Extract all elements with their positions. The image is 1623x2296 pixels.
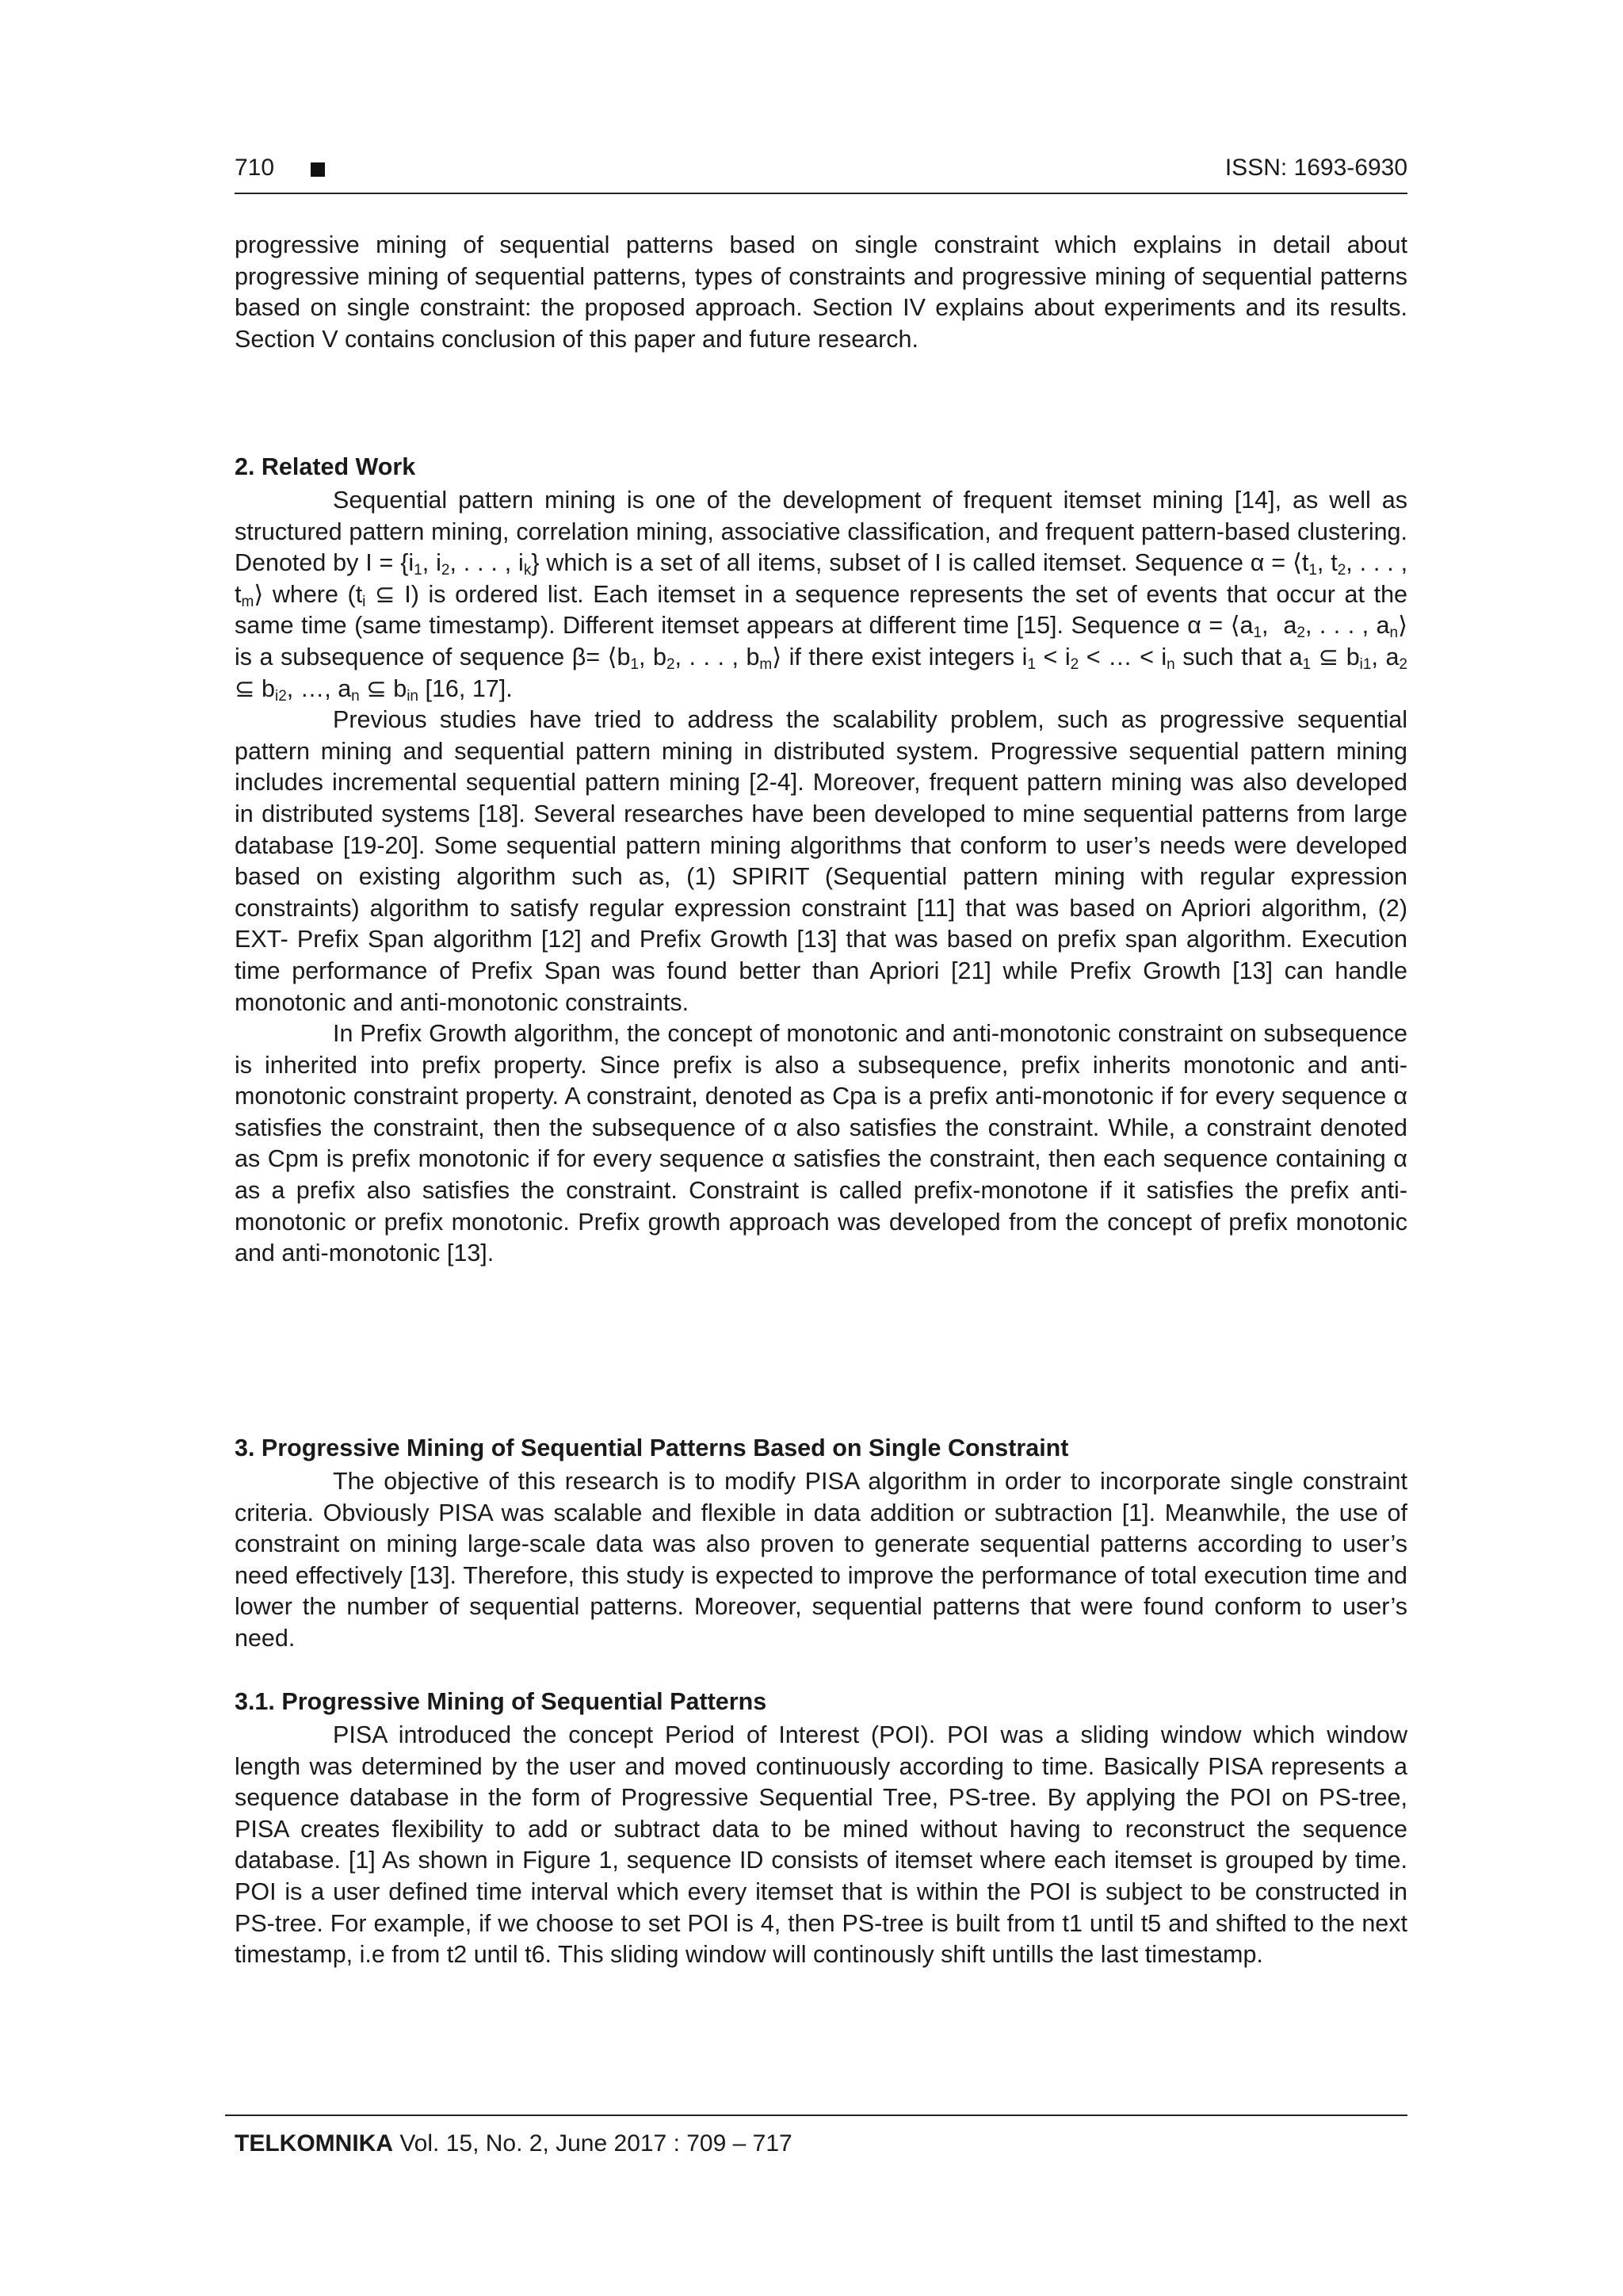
section-heading-progressive-mining: 3. Progressive Mining of Sequential Patterns Based on Single Constraint: [235, 1435, 1069, 1461]
footer-citation: [235, 2130, 792, 2157]
section3-1-body: [235, 1720, 1407, 1971]
square-bullet-icon: [311, 162, 325, 177]
intro-text: progressive mining of sequential patterns based on single constraint which explains in detail about progressive mining of sequential patterns, types of constraints and progressive mining of sequential patterns based on single constraint: the proposed approach. Section IV explains about experiments and its results. Section V contains conclusion of this paper and future research.: [235, 231, 1407, 353]
subsection-heading-3-1: 3.1. Progressive Mining of Sequential Patterns: [235, 1688, 767, 1715]
section-heading-related-work: 2. Related Work: [235, 453, 416, 480]
section2-paragraph-1: Sequential pattern mining is one of the development of frequent itemset mining [14], as well as structured pattern mining, correlation mining, associative classification, and frequent pattern-based clustering. Denoted by $I = \{i_1$, $i_2$, . . . , $i_k$} which is a set of all items, subset of I is called itemset. Sequence $\alpha = ⟨t_1$, $t_2$, . . . , $t_m⟩$ where ($t_i$ ⊆ I) is ordered list. Each itemset in a sequence represents the set of events that occur at the same time (same timestamp). Different itemset appears at different time [15]. Sequence $\alpha = ⟨a_1$, $a_2$, . . . , $a_n⟩$ is a subsequence of sequence $\beta= ⟨b_1$, $b_2$, . . . , $b_m⟩$ if there exist integers $i_1 < i_2$ < … < $i_n$ such that $a_1$ ⊆ $b_{i1}$, $a_2$ ⊆ $b_{i2}$, …, $a_n$ ⊆ $b_{in}$ [16, 17].: [235, 487, 1408, 705]
section2-paragraph-2: Previous studies have tried to address the scalability problem, such as progressive sequential pattern mining and sequential pattern mining in distributed system. Progressive sequential pattern mining includes incremental sequential pattern mining [2-4]. Moreover, frequent pattern mining was also developed in distributed systems [18]. Several researches have been developed to mine sequential patterns from large database [19-20]. Some sequential pattern mining algorithms that conform to user’s needs were developed based on existing algorithm such as, (1) SPIRIT (Sequential pattern mining with regular expression constraints) algorithm to satisfy regular expression constraint [11] that was based on Apriori algorithm, (2) EXT- Prefix Span algorithm [12] and Prefix Growth [13] that was based on prefix span algorithm. Execution time performance of Prefix Span was found better than Apriori [21] while Prefix Growth [13] can handle monotonic and anti-monotonic constraints.: [235, 706, 1407, 1016]
intro-paragraph: [235, 230, 1407, 355]
issn-label: ISSN: 1693-6930: [1224, 155, 1407, 181]
running-header: [235, 155, 1407, 194]
journal-name: TELKOMNIKA: [235, 2130, 393, 2157]
section3-1-paragraph-1: PISA introduced the concept Period of Interest (POI). POI was a sliding window which window length was determined by the user and moved continuously according to time. Basically PISA represents a sequence database in the form of Progressive Sequential Tree, PS-tree. By applying the POI on PS-tree, PISA creates flexibility to add or subtract data to be mined without having to reconstruct the sequence database. [1] As shown in Figure 1, sequence ID consists of itemset where each itemset is grouped by time. POI is a user defined time interval which every itemset that is within the POI is subject to be constructed in PS-tree. For example, if we choose to set POI is 4, then PS-tree is built from t1 until t5 and shifted to the next timestamp, i.e from t2 until t6. This sliding window will continously shift untills the last timestamp.: [235, 1721, 1407, 1969]
section2-paragraph-3: In Prefix Growth algorithm, the concept of monotonic and anti-monotonic constraint on subsequence is inherited into prefix property. Since prefix is also a subsequence, prefix inherits monotonic and anti-monotonic constraint property. A constraint, denoted as Cpa is a prefix anti-monotonic if for every sequence α satisfies the constraint, then the subsequence of α also satisfies the constraint. While, a constraint denoted as Cpm is prefix monotonic if for every sequence α satisfies the constraint, then each sequence containing α as a prefix also satisfies the constraint. Constraint is called prefix-monotone if it satisfies the prefix anti-monotonic or prefix monotonic. Prefix growth approach was developed from the concept of prefix monotonic and anti-monotonic [13].: [235, 1020, 1407, 1267]
section3-body: [235, 1466, 1407, 1655]
page-number: 710: [235, 155, 275, 181]
section3-paragraph-1: The objective of this research is to modify PISA algorithm in order to incorporate single constraint criteria. Obviously PISA was scalable and flexible in data addition or subtraction [1]. Meanwhile, the use of constraint on mining large-scale data was also proven to generate sequential patterns according to user’s need effectively [13]. Therefore, this study is expected to improve the performance of total execution time and lower the number of sequential patterns. Moreover, sequential patterns that were found conform to user’s need.: [235, 1468, 1407, 1652]
section2-body: [235, 485, 1407, 1270]
volume-citation: Vol. 15, No. 2, June 2017 : 709 – 717: [399, 2130, 792, 2157]
running-footer: [225, 2115, 1407, 2157]
